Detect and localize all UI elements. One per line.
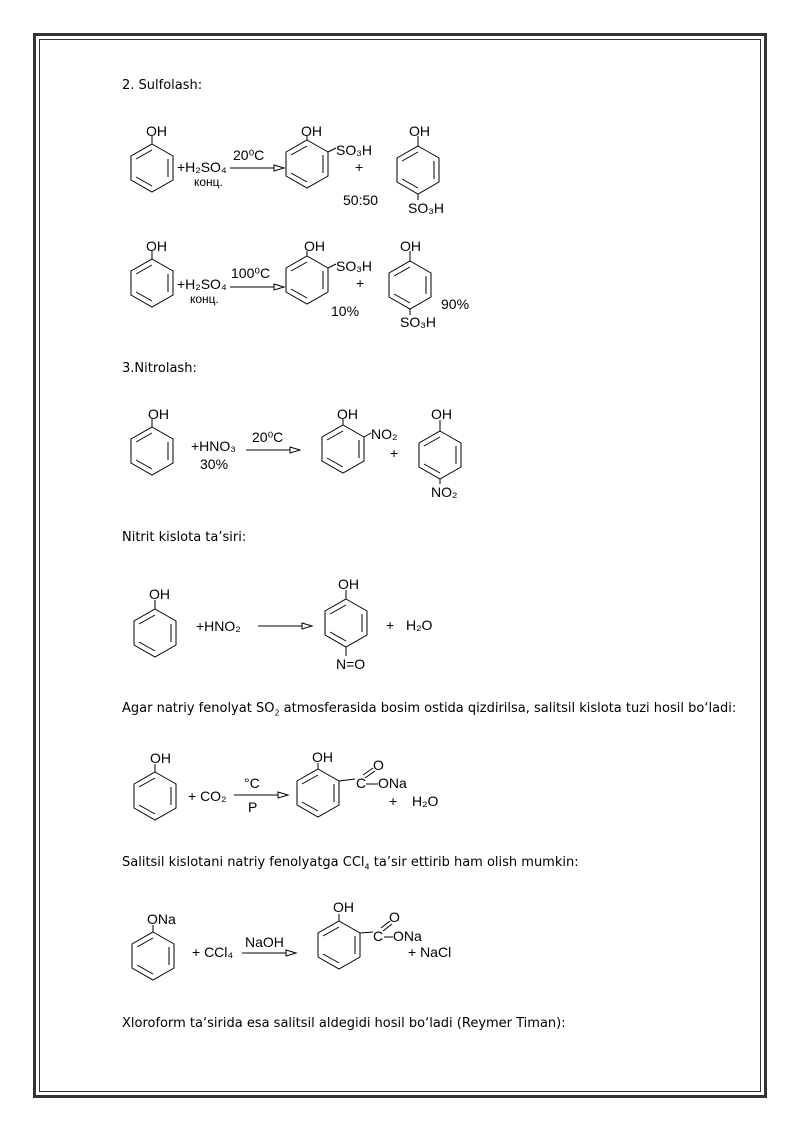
reaction-sulfonation-20 xyxy=(131,123,444,216)
heading-nitrolash: 3.Nitrolash: xyxy=(122,361,197,376)
benzene-ring xyxy=(297,769,339,817)
reagent-label: +H₂SO₄ xyxy=(177,159,227,175)
oh-label: OH xyxy=(312,749,333,765)
carbon-label: C xyxy=(373,928,384,944)
heading-nitrit: Nitrit kislota ta’siri: xyxy=(122,530,247,545)
bond xyxy=(328,148,336,152)
condition-label: NaOH xyxy=(245,934,284,950)
oh-label: OH xyxy=(338,576,359,592)
benzene-ring xyxy=(389,261,431,309)
oh-label: OH xyxy=(304,238,325,254)
no2-label: NO₂ xyxy=(431,484,458,500)
benzene-ring xyxy=(131,259,173,307)
oh-label: OH xyxy=(400,238,421,254)
reaction-kolbe xyxy=(134,749,439,820)
reagent-label: +H₂SO₄ xyxy=(177,276,227,292)
benzene-ring xyxy=(397,146,439,194)
plus-sign: + xyxy=(390,445,399,461)
condition-label: 20⁰C xyxy=(233,147,265,163)
reaction-nitration xyxy=(131,406,461,500)
reaction-arrow xyxy=(246,447,300,453)
ona-label: ONa xyxy=(378,775,407,791)
salitsil-text-sub: 2 xyxy=(274,708,280,718)
nitroso-label: N=O xyxy=(336,656,366,672)
reaction-ccl4 xyxy=(132,899,451,980)
plus-sign: + xyxy=(386,617,395,633)
carbonyl-o-label: O xyxy=(389,909,400,925)
condition-label: 100⁰C xyxy=(231,265,271,281)
ratio-label: 50:50 xyxy=(343,192,379,208)
so3h-label: SO₃H xyxy=(336,258,373,274)
plus-sign: + xyxy=(356,275,365,291)
benzene-ring xyxy=(131,144,173,192)
oh-label: OH xyxy=(333,899,354,915)
salitsil-text-post: atmosferasida bosim ostida qizdirilsa, salitsil kislota tuzi hosil bo‘ladi: xyxy=(279,701,737,716)
benzene-ring xyxy=(131,427,173,475)
so3h-label: SO₃H xyxy=(400,314,437,330)
salitsil-text-pre: Agar natriy fenolyat SO xyxy=(122,701,275,716)
benzene-ring xyxy=(286,256,328,304)
reaction-arrow xyxy=(258,623,312,629)
benzene-ring xyxy=(318,921,360,969)
nacl-label: + NaCl xyxy=(408,944,452,960)
conc-label: конц. xyxy=(194,175,223,189)
benzene-ring xyxy=(132,932,174,980)
ona-label: ONa xyxy=(393,928,422,944)
water-label: H₂O xyxy=(412,793,439,809)
benzene-ring xyxy=(134,609,176,657)
reaction-arrow xyxy=(242,950,296,956)
bond xyxy=(328,264,336,268)
oh-label: OH xyxy=(431,406,452,422)
oh-label: OH xyxy=(146,238,167,254)
reaction-nitrosation xyxy=(134,576,433,672)
benzene-ring xyxy=(419,431,461,479)
conc-label: конц. xyxy=(190,292,219,306)
benzene-ring xyxy=(286,140,328,188)
oh-label: OH xyxy=(337,406,358,422)
reagent-label: +HNO₃ xyxy=(191,438,236,454)
oh-label: OH xyxy=(301,123,322,139)
condition-label: 20⁰C xyxy=(252,429,284,445)
oh-label: OH xyxy=(409,123,430,139)
reaction-arrow xyxy=(234,792,288,798)
ccl4-text-pre: Salitsil kislotani natriy fenolyatga CCl xyxy=(122,855,365,870)
oh-label: OH xyxy=(149,586,170,602)
ccl4-text-sub: 4 xyxy=(364,862,370,872)
heading-reymer: Xloroform ta‘sirida esa salitsil aldegidi hosil bo‘ladi (Reymer Timan): xyxy=(122,1016,566,1031)
carbon-label: C xyxy=(356,775,367,791)
reagent-label: +HNO₂ xyxy=(196,618,241,634)
benzene-ring xyxy=(322,425,364,473)
percent-para: 90% xyxy=(441,296,470,312)
bond xyxy=(360,932,373,933)
condition-bottom: P xyxy=(248,799,258,815)
percent-ortho: 10% xyxy=(331,303,360,319)
plus-sign: + xyxy=(389,793,398,809)
reaction-sulfonation-100 xyxy=(131,238,469,330)
oh-label: OH xyxy=(146,123,167,139)
water-label: H₂O xyxy=(406,617,433,633)
reagent-label: + CO₂ xyxy=(188,788,227,804)
plus-sign: + xyxy=(355,159,364,175)
heading-sulfolash: 2. Sulfolash: xyxy=(122,78,203,93)
no2-label: NO₂ xyxy=(371,426,398,442)
oh-label: OH xyxy=(148,406,169,422)
reaction-arrow xyxy=(230,165,284,171)
so3h-label: SO₃H xyxy=(336,142,373,158)
condition-top: °C xyxy=(244,775,260,791)
bond xyxy=(339,779,355,781)
carbonyl-o-label: O xyxy=(373,757,384,773)
ccl4-text-post: ta’sir ettirib ham olish mumkin: xyxy=(369,855,579,870)
reagent-label: + CCl₄ xyxy=(192,944,234,960)
oh-label: OH xyxy=(150,750,171,766)
reaction-arrow xyxy=(230,284,284,290)
benzene-ring xyxy=(325,599,367,647)
ona-label: ONa xyxy=(147,911,176,927)
bond xyxy=(364,433,371,437)
so3h-label: SO₃H xyxy=(408,200,445,216)
percent-label: 30% xyxy=(200,456,229,472)
benzene-ring xyxy=(134,772,176,820)
